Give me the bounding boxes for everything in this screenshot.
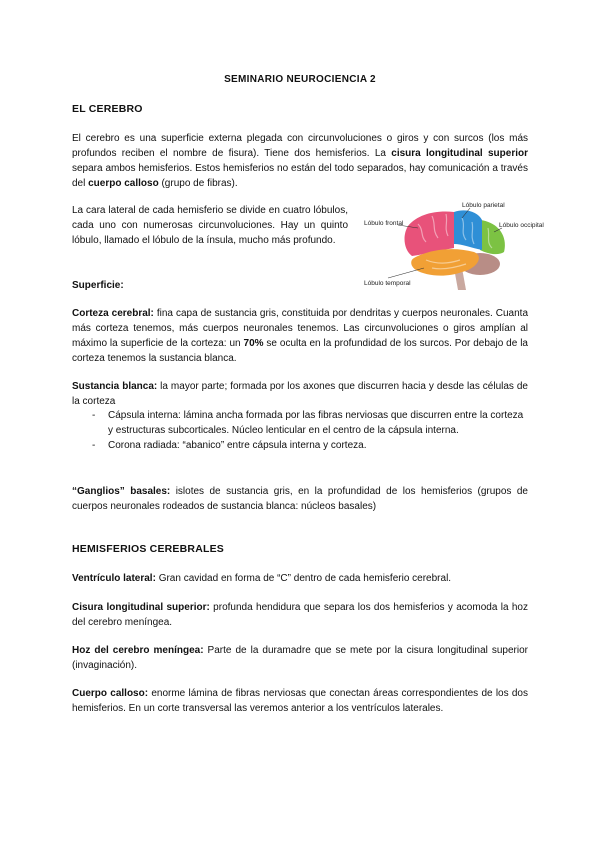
label-frontal: Lóbulo frontal: [364, 220, 404, 227]
list-item: - Corona radiada: “abanico” entre cápsula interna y corteza.: [92, 438, 528, 453]
ganglios-label: “Ganglios” basales:: [72, 486, 171, 497]
intro-bold-cisura: cisura longitudinal superior: [391, 148, 528, 159]
corteza-text-2: se oculta en la profundidad de los surcos. Por debajo de la corteza tenemos la sustancia blanca.: [72, 338, 528, 364]
page-title: SEMINARIO NEUROCIENCIA 2: [224, 74, 376, 85]
intro-text-3: (grupo de fibras).: [158, 178, 238, 189]
sustancia-blanca-text: la mayor parte; formada por los axones que discurren hacia y desde las células de la corteza: [72, 381, 528, 407]
list-item: - Cápsula interna: lámina ancha formada por las fibras nerviosas que discurren entre la corteza y estructuras subcorticales. Núcleo lenticular en el centro de la cápsula interna.: [92, 408, 528, 438]
sustancia-blanca-list: [92, 408, 528, 453]
section-heading-hemisferios: HEMISFERIOS CEREBRALES: [72, 543, 224, 555]
superficie-label: Superficie:: [72, 280, 124, 291]
ganglios-paragraph: [72, 484, 528, 514]
intro-text-1: El cerebro es una superficie externa plegada con circunvoluciones o giros y con surcos (los más profundos reciben el nombre de fisura). Tiene dos hemisferios. La: [72, 133, 528, 159]
hoz-paragraph: [72, 643, 528, 673]
intro-bold-cuerpo-calloso: cuerpo calloso: [88, 178, 159, 189]
hoz-text: Parte de la duramadre que se mete por la cisura longitudinal superior (invaginación).: [72, 645, 529, 671]
sustancia-blanca-label: Sustancia blanca:: [72, 381, 158, 392]
cuerpo-calloso-text: enorme lámina de fibras nerviosas que conectan áreas correspondientes de los dos hemisferios. En un corte transversal las veremos anterior a los ventrículos laterales.: [72, 688, 528, 714]
corteza-text-1: fina capa de sustancia gris, constituida por dendritas y cuerpos neuronales. Cuanta más corteza tenemos, más cuerpos neuronales tenemos. Las circunvoluciones o giros amplían al máximo la superficie de la corteza: un: [72, 308, 529, 349]
cuerpo-calloso-label: Cuerpo calloso:: [72, 688, 149, 699]
section-heading-cerebro: EL CEREBRO: [72, 103, 143, 115]
cisura-paragraph: [72, 600, 528, 630]
parietal-lobe-shape: [454, 210, 482, 250]
intro-text-2: separa ambos hemisferios. Estos hemisferios no están del todo separados, hay comunicación a través del: [72, 163, 528, 189]
corteza-label: Corteza cerebral:: [72, 308, 154, 319]
cisura-text: profunda hendidura que separa los dos hemisferios y acomoda la hoz del cerebro meníngea.: [72, 602, 528, 628]
ventriculo-text: Gran cavidad en forma de “C” dentro de cada hemisferio cerebral.: [155, 573, 452, 584]
cuerpo-calloso-paragraph: [72, 686, 528, 716]
ganglios-text: islotes de sustancia gris, en la profundidad de los hemisferios (grupos de cuerpos neuronales rodeados de sustancia blanca: núcleos basales): [72, 486, 528, 512]
intro-paragraph: [72, 131, 528, 191]
ventriculo-paragraph: [72, 571, 528, 586]
hoz-label: Hoz del cerebro meníngea:: [72, 645, 204, 656]
label-occipital: Lóbulo occipital: [499, 222, 544, 229]
corteza-percent: 70%: [243, 338, 264, 349]
ventriculo-label: Ventrículo lateral:: [72, 573, 156, 584]
corteza-paragraph: [72, 306, 528, 366]
cisura-label: Cisura longitudinal superior:: [72, 602, 210, 613]
label-temporal: Lóbulo temporal: [364, 280, 411, 287]
label-parietal: Lóbulo parietal: [462, 202, 505, 209]
sustancia-blanca-paragraph: [72, 379, 528, 409]
lobes-paragraph: La cara lateral de cada hemisferio se divide en cuatro lóbulos, cada uno con numerosas circunvoluciones. Hay un quinto lóbulo, llamado el lóbulo de la ínsula, mucho más profundo.: [72, 205, 348, 246]
